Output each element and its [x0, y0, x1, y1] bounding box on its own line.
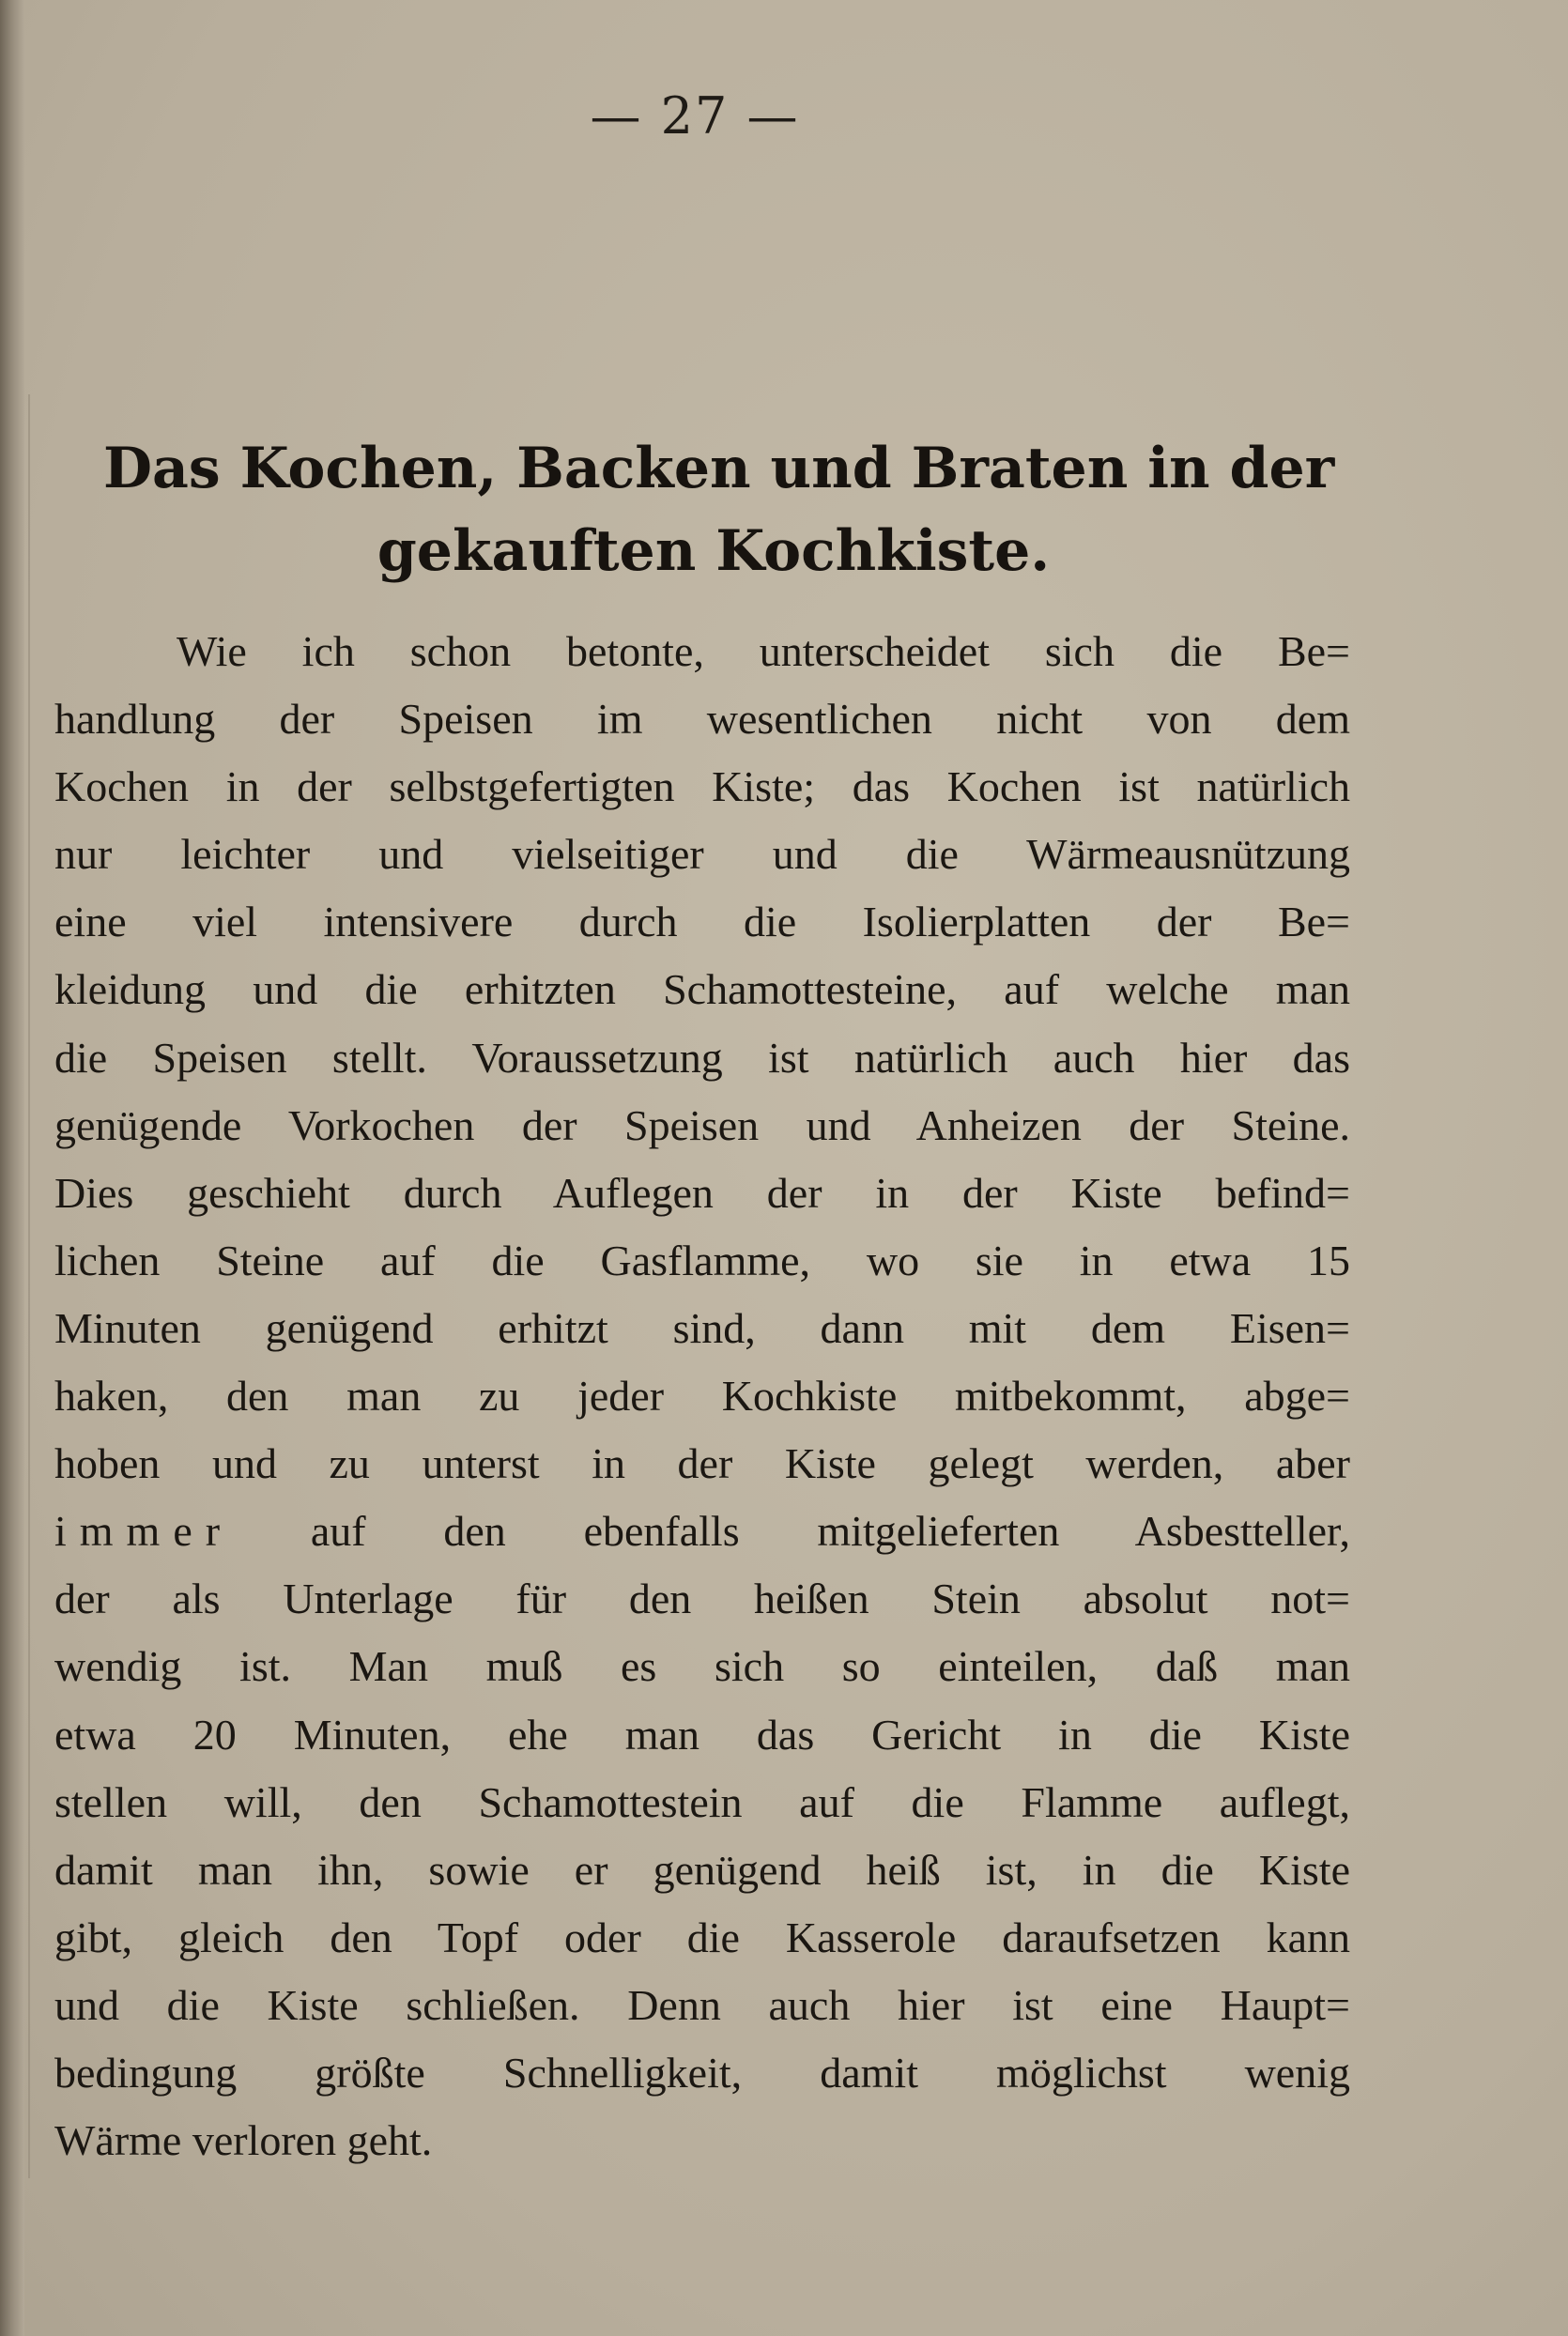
- text-line: stellen will, den Schamottestein auf die Flamme auflegt,: [54, 1777, 1350, 1826]
- spaced-emphasis-word: immer: [54, 1507, 234, 1556]
- text-line: lichen Steine auf die Gasflamme, wo sie in etwa 15: [54, 1236, 1350, 1284]
- text-line: damit man ihn, sowie er genügend heiß ist, in die Kiste: [54, 1845, 1350, 1894]
- heading-line-2: gekauften Kochkiste.: [377, 518, 1051, 584]
- text-line: Wärme verloren geht.: [54, 2116, 433, 2165]
- text-line-emphasis: [54, 1498, 1350, 1565]
- text-line: hoben und zu unterst in der Kiste gelegt werden, aber: [54, 1439, 1350, 1488]
- text-line: gibt, gleich den Topf oder die Kasserole daraufsetzen kann: [54, 1913, 1350, 1961]
- text-line: handlung der Speisen im wesentlichen nicht von dem: [54, 695, 1350, 744]
- text-line: nur leichter und vielseitiger und die Wärmeausnützung: [54, 830, 1350, 879]
- text-line: eine viel intensivere durch die Isolierplatten der Be=: [54, 898, 1350, 946]
- chapter-heading: [103, 427, 1335, 592]
- text-line: bedingung größte Schnelligkeit, damit möglichst wenig: [54, 2048, 1350, 2097]
- text-line: Dies geschieht durch Auflegen der in der Kiste befind=: [54, 1168, 1350, 1217]
- page-number: — 27 —: [590, 86, 800, 146]
- text-line: etwa 20 Minuten, ehe man das Gericht in die Kiste: [54, 1710, 1350, 1759]
- text-line: Minuten genügend erhitzt sind, dann mit dem Eisen=: [54, 1303, 1350, 1352]
- page-fold-line: [28, 394, 30, 2178]
- text-line: Kochen in der selbstgefertigten Kiste; das Kochen ist natürlich: [54, 762, 1350, 811]
- heading-line-1: Das Kochen, Backen und Braten in der: [103, 436, 1335, 501]
- text-line-remainder: auf den ebenfalls mitgelieferten Asbestteller,: [310, 1507, 1350, 1556]
- text-line: und die Kiste schließen. Denn auch hier ist eine Haupt=: [54, 1980, 1350, 2029]
- text-line: Wie ich schon betonte, unterscheidet sich die Be=: [177, 627, 1350, 675]
- text-line: kleidung und die erhitzten Schamottesteine, auf welche man: [54, 965, 1350, 1014]
- text-line: genügende Vorkochen der Speisen und Anheizen der Steine.: [54, 1100, 1350, 1149]
- text-line: haken, den man zu jeder Kochkiste mitbekommt, abge=: [54, 1372, 1350, 1421]
- text-line: wendig ist. Man muß es sich so einteilen, daß man: [54, 1642, 1350, 1691]
- page-gutter-shadow: [0, 0, 24, 2336]
- body-text: [54, 618, 1350, 2175]
- text-line: die Speisen stellt. Voraussetzung ist natürlich auch hier das: [54, 1033, 1350, 1082]
- text-line: der als Unterlage für den heißen Stein absolut not=: [54, 1575, 1350, 1623]
